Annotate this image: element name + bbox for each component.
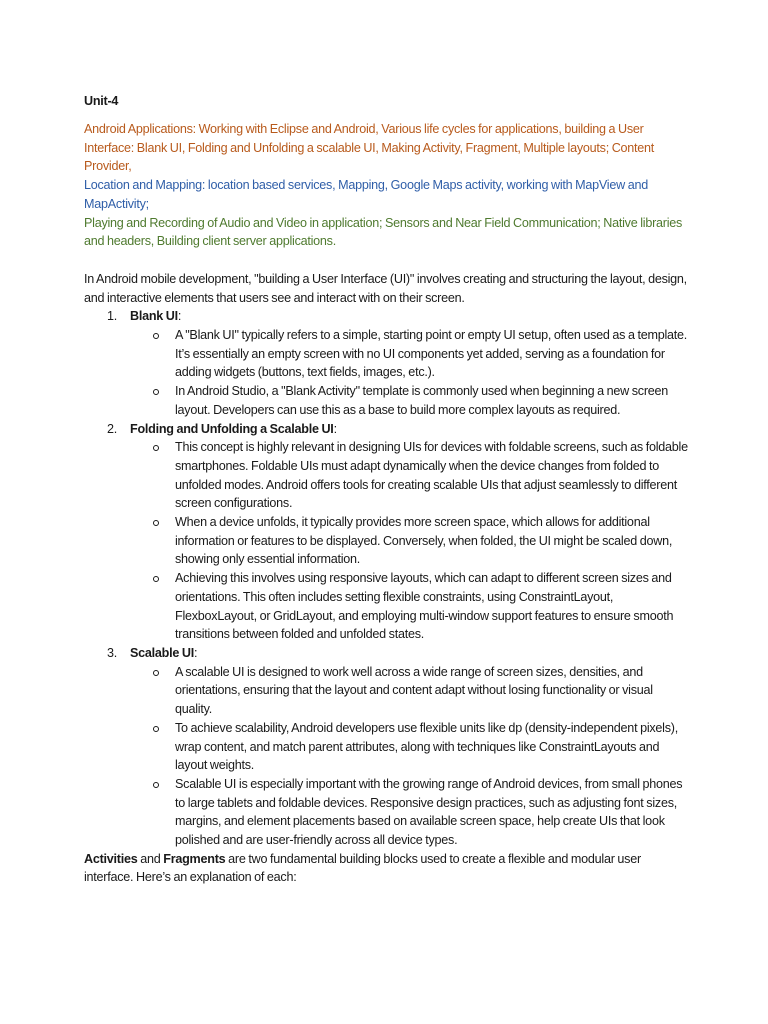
syllabus-location-mapping: Location and Mapping: location based services, Mapping, Google Maps activity, working with MapView and MapActivity;	[84, 178, 648, 211]
bullet-text: A "Blank UI" typically refers to a simple, starting point or empty UI setup, often used as a template. It’s essentially an empty screen with no UI components yet added, serving as a foundation for adding widgets (buttons, text fields, images, etc.).	[175, 328, 688, 380]
section-number: 1.	[107, 309, 118, 324]
bullet-text: Scalable UI is especially important with the growing range of Android devices, from small phones to large tablets and foldable devices. Responsive design practices, such as adjusting font sizes, margins, and element placements based on available screen space, help create UIs that look polished and are user-friendly across all device types.	[175, 776, 683, 848]
hollow-bullet-icon	[153, 389, 159, 395]
hollow-bullet-icon	[153, 520, 159, 526]
section-blank-ui	[84, 307, 690, 326]
term-activities: Activities	[84, 851, 138, 866]
unit-title: Unit-4	[84, 94, 119, 108]
hollow-bullet-icon	[153, 782, 159, 788]
list-item	[84, 719, 690, 775]
section-heading-text: Folding and Unfolding a Scalable UI	[130, 421, 334, 436]
term-fragments: Fragments	[163, 851, 226, 866]
bullet-list-blank-ui	[84, 326, 690, 420]
hollow-bullet-icon	[153, 576, 159, 582]
list-item	[84, 382, 690, 419]
bullet-text: A scalable UI is designed to work well across a wide range of screen sizes, densities, and orientations, ensuring that the layout and content adapt without losing functionality or visual quality.	[175, 664, 653, 717]
section-heading	[130, 309, 181, 323]
list-item	[84, 326, 690, 382]
bullet-text: Achieving this involves using responsive layouts, which can adapt to different screen sizes and orientations. This often includes setting flexible constraints, using ConstraintLayout, FlexboxLayout, or GridLayout, and employing multi-window support features to ensure smooth transitions between folded and unfolded states.	[175, 571, 674, 642]
section-number: 2.	[107, 421, 118, 436]
hollow-bullet-icon	[153, 670, 159, 676]
section-heading	[130, 422, 337, 436]
bullet-text: In Android Studio, a "Blank Activity" template is commonly used when beginning a new screen layout. Developers can use this as a base to build more complex layouts as required.	[175, 384, 669, 417]
document-page	[84, 92, 690, 887]
section-scalable-ui	[84, 644, 690, 663]
syllabus-audio-video-sensors: Playing and Recording of Audio and Video in application; Sensors and Near Field Communication; Native libraries and headers, Building client server applications.	[84, 215, 683, 249]
bullet-text: This concept is highly relevant in designing UIs for devices with foldable screens, such as foldable smartphones. Foldable UIs must adapt dynamically when the device changes from folded to unfolded modes. Android offers tools for creating scalable UIs that adjust seamlessly to different screen configurations.	[175, 440, 688, 511]
bullet-list-scalable-ui	[84, 663, 690, 850]
section-heading-suffix: :	[177, 309, 182, 324]
section-number: 3.	[107, 645, 118, 660]
closing-rest: are two fundamental building blocks used to create a flexible and modular user interface. Here’s an explanation of each:	[84, 851, 641, 885]
bullet-text: To achieve scalability, Android developers use flexible units like dp (density-independent pixels), wrap content, and match parent attributes, along with techniques like ConstraintLayouts and layout weights.	[175, 720, 678, 773]
section-heading	[130, 646, 197, 660]
section-heading-suffix: :	[333, 421, 337, 436]
hollow-bullet-icon	[153, 333, 159, 339]
intro-paragraph: In Android mobile development, "building a User Interface (UI)" involves creating and structuring the layout, design, and interactive elements that users see and interact with on their screen.	[84, 271, 687, 305]
list-item	[84, 775, 690, 850]
section-heading-suffix: :	[193, 645, 198, 660]
syllabus-android-applications: Android Applications: Working with Eclipse and Android, Various life cycles for applications, building a User Interface: Blank UI, Folding and Unfolding a scalable UI, Making Activity, Fragment, Multiple layouts; Content Provider,	[84, 122, 655, 174]
list-item	[84, 663, 690, 719]
section-heading-text: Blank UI	[130, 309, 178, 324]
list-item	[84, 438, 690, 513]
list-item	[84, 513, 690, 569]
closing-paragraph	[84, 850, 690, 887]
closing-join: and	[137, 851, 164, 866]
section-heading-text: Scalable UI	[130, 645, 194, 660]
bullet-text: When a device unfolds, it typically provides more screen space, which allows for additional information or features to be displayed. Conversely, when folded, the UI might be scaled down, showing only essential information.	[175, 515, 673, 567]
bullet-list-folding-unfolding	[84, 438, 690, 644]
hollow-bullet-icon	[153, 445, 159, 451]
list-item	[84, 569, 690, 644]
hollow-bullet-icon	[153, 726, 159, 732]
section-folding-unfolding	[84, 420, 690, 439]
